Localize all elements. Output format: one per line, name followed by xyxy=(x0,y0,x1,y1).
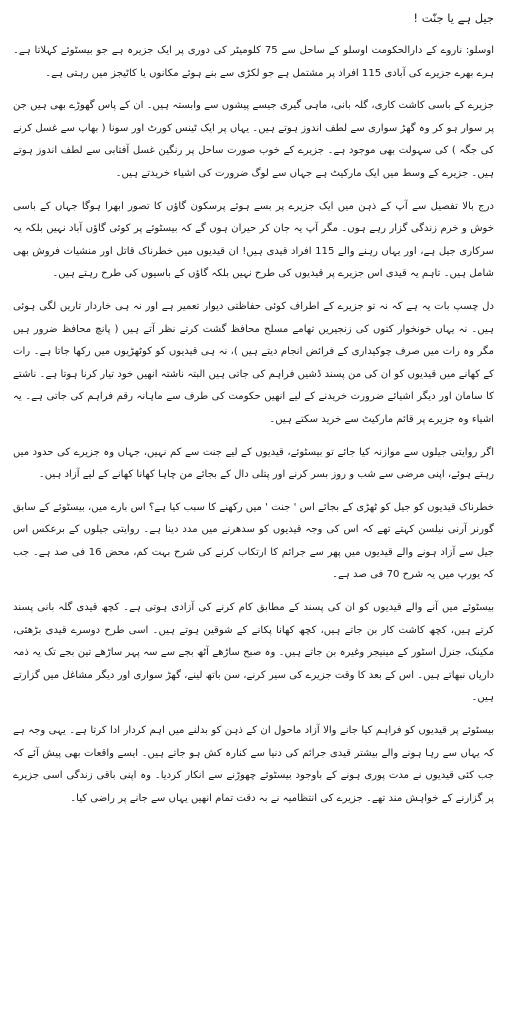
article-title: جیل ہے یا جنّت ! xyxy=(413,11,494,25)
paragraph-8: بیسٹوئے پر قیدیوں کو فراہم کیا جانے والا آزاد ماحول ان کے ذہن کو بدلنے میں اہم کردار ادا کرتا ہے۔ یہی وجہ ہے کہ یہاں سے رہا ہونے والے بیشتر قیدی جرائم کی دنیا سے کنارہ کش ہو جاتے ہیں۔ ایسے واقعات بھی پیش آئے کہ جب کئی قیدیوں نے مدت پوری ہونے کے باوجود بیسٹوئے چھوڑنے سے انکار کردیا۔ وہ اپنی باقی زندگی اسی جزیرے پر گزارنے کے خواہش مند تھے۔ جزیرے کی انتظامیہ نے بہ دقت تمام انھیں یہاں سے جانے پر راضی کیا۔ xyxy=(13,725,494,804)
paragraph-6: خطرناک قیدیوں کو جیل کو ٹھڑی کے بجائے اس ' جنت ' میں رکھنے کا سبب کیا ہے؟ اس بارے میں، بیسٹوئے کے سابق گورنر آرنی نیلسن کہتے تھے کہ اس کی وجہ قیدیوں کو سدھرنے میں مدد دینا ہے۔ روایتی جیلوں کے برعکس اس جیل سے آزاد ہونے والے قیدیوں میں پھر سے جرائم کا ارتکاب کرنے کی شرح بہت کم، محض 16 فی صد ہے۔ جب کہ یورپ میں یہ شرح 70 فی صد ہے۔ xyxy=(13,501,494,581)
paragraph-3: درج بالا تفصیل سے آپ کے ذہن میں ایک جزیرے پر بسے ہوئے پرسکون گاؤں کا تصور ابھرا ہوگا جہاں کے باسی خوش و خرم زندگی گزار رہے ہوں۔ مگر آپ یہ جان کر حیران ہوں گے کہ بیسٹوئے پر کوئی گاؤں آباد نہیں بلکہ یہ سرکاری جیل ہے، اور یہاں رہنے والے 115 افراد قیدی ہیں! ان قیدیوں میں خطرناک قاتل اور منشیات فروش بھی شامل ہیں۔ تاہم یہ قیدی اس جزیرے پر قیدیوں کی طرح نہیں بلکہ گاؤں کے باسیوں کی طرح رہتے ہیں۔ xyxy=(13,200,494,280)
paragraph-4: دل چسپ بات یہ ہے کہ نہ تو جزیرے کے اطراف کوئی حفاظتی دیوار تعمیر ہے اور نہ ہی خاردار تاریں لگی ہوئی ہیں۔ نہ یہاں خونخوار کتوں کی زنجیریں تھامے مسلح محافظ گشت کرتے نظر آتے ہیں ( پانچ محافظ ضرور ہیں مگر وہ رات میں صرف چوکیداری کے فرائض انجام دیتے ہیں )، نہ ہی قیدیوں کو کوٹھڑیوں میں رکھا جاتا ہے۔ رات کے کھانے میں قیدیوں کو ان کی من پسند ڈشیں فراہم کی جاتی ہیں البتہ ناشتہ انھیں خود تیار کرنا ہوتا ہے۔ ناشتے کا سامان اور دیگر اشیائے ضرورت خریدنے کے لیے انھیں حکومت کی طرف سے ماہانہ رقم فراہم کی جاتی ہے۔ یہ اشیاء وہ جزیرے پر قائم مارکیٹ سے خرید سکتے ہیں۔ xyxy=(13,300,494,425)
paragraph-2: جزیرے کے باسی کاشت کاری، گلہ بانی، ماہی گیری جیسے پیشوں سے وابستہ ہیں۔ ان کے پاس گھوڑے بھی ہیں جن پر سوار ہو کر وہ گھڑ سواری سے لطف اندوز ہوتے ہیں۔ یہاں پر ایک ٹینس کورٹ اور سونا ( بھاپ سے غسل کرنے کی جگہ ) کی سہولت بھی موجود ہے۔ جزیرے کے خوب صورت ساحل پر رنگین غسل آفتابی سے لطف اندوز ہوتے ہیں۔ جزیرے کے وسط میں ایک مارکیٹ ہے جہاں سے لوگ ضرورت کی اشیاء خریدتے ہیں۔ xyxy=(13,100,494,179)
paragraph-1: اوسلو: ناروے کے دارالحکومت اوسلو کے ساحل سے 75 کلومیٹر کی دوری پر ایک جزیرہ ہے جو بیسٹوئے کہلاتا ہے۔ ہرے بھرے جزیرے کی آبادی 115 افراد پر مشتمل ہے جو لکڑی سے بنے ہوئے مکانوں یا کاٹیجز میں رہتی ہے۔ xyxy=(13,45,495,79)
paragraph-5: اگر روایتی جیلوں سے موازنہ کیا جائے تو بیسٹوئے، قیدیوں کے لیے جنت سے کم نہیں، جہاں وہ جزیرے کی حدود میں رہتے ہوئے، اپنی مرضی سے شب و روز بسر کرنے اور پتلی دال کے بجائے من چاہا کھانا کھانے کے لیے آزاد ہیں۔ xyxy=(13,446,494,481)
paragraph-7: بیسٹوئے میں آنے والے قیدیوں کو ان کی پسند کے مطابق کام کرنے کی آزادی ہوتی ہے۔ کچھ قیدی گلہ بانی پسند کرتے ہیں، کچھ کاشت کار بن جاتے ہیں، کچھ کھانا پکانے کے شوقین ہوتے ہیں۔ اسی طرح دوسرے قیدی بڑھئی، مکینک، جنرل اسٹور کے مینیجر وغیرہ بن جاتے ہیں۔ وہ صبح ساڑھے آٹھ بجے سے سہ پہر ساڑھے تین بجے تک یہ ذمہ داریاں نبھاتے ہیں۔ اس کے بعد کا وقت جزیرے کی سیر کرنے، سن باتھ لینے، گھڑ سواری اور دیگر مشاغل میں گزارتے ہیں۔ xyxy=(13,602,494,704)
